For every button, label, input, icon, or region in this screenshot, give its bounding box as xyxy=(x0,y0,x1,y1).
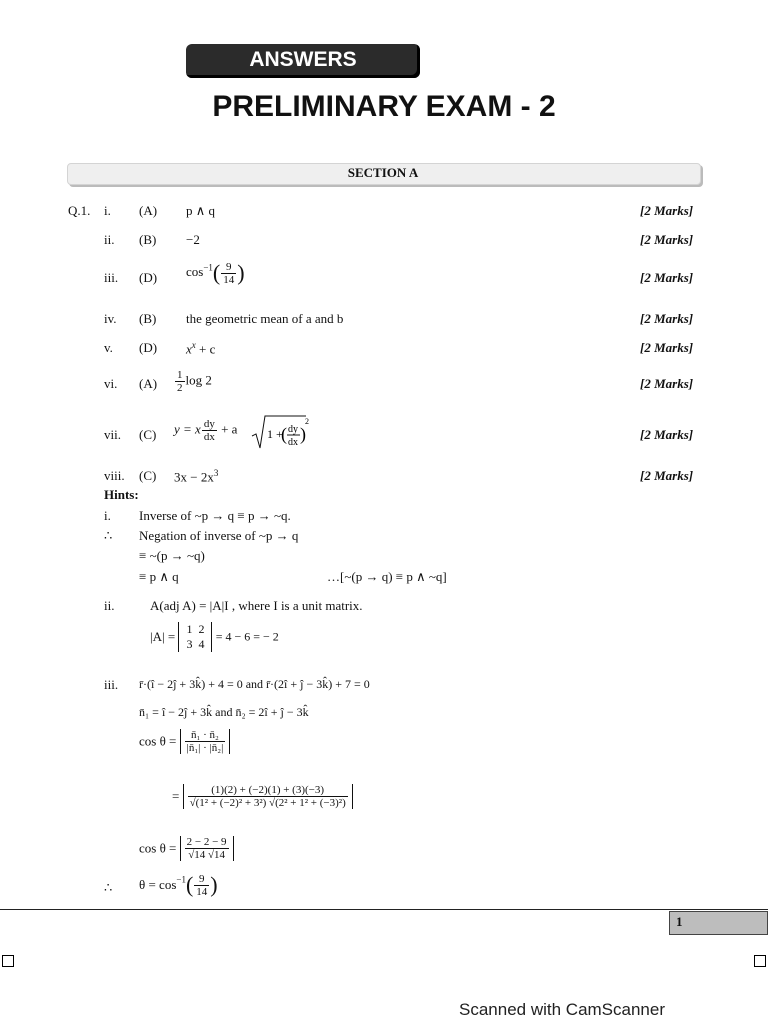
item-marks: [2 Marks] xyxy=(640,270,694,285)
item-answer xyxy=(174,468,218,485)
answer-text: log 2 xyxy=(185,372,212,388)
item-number: ii. xyxy=(104,232,115,247)
fraction-numerator: dy xyxy=(203,418,215,430)
fraction-numerator: 9 xyxy=(194,873,209,886)
item-option: (C) xyxy=(139,427,157,442)
answer-text: + a xyxy=(221,421,238,437)
item-answer: the geometric mean of a and b xyxy=(186,311,344,326)
item-option: (B) xyxy=(139,311,157,326)
result-text: θ = cos xyxy=(139,877,177,892)
item-answer: −2 xyxy=(186,232,200,247)
fraction-denominator: 14 xyxy=(223,273,235,286)
hint-line: Inverse of ~p → q ≡ p → ~q. xyxy=(139,508,291,523)
cos-lhs: cos θ = xyxy=(139,840,177,856)
item-option: (A) xyxy=(139,203,158,218)
answer-text: cos xyxy=(186,263,204,279)
item-answer xyxy=(174,418,237,443)
paren-open: ( xyxy=(281,424,287,444)
hint-line: A(adj A) = |A|I , where I is a unit matrix. xyxy=(150,598,363,613)
answer-superscript: 3 xyxy=(213,468,219,478)
fraction xyxy=(221,261,236,286)
sqrt-expression xyxy=(250,412,310,452)
item-marks: [2 Marks] xyxy=(640,311,694,326)
item-number: vi. xyxy=(104,376,118,391)
item-answer xyxy=(186,260,245,286)
determinant-rhs: = 4 − 6 = − 2 xyxy=(215,629,279,644)
fraction-numerator: 2 − 2 − 9 xyxy=(186,836,227,848)
page-number-box xyxy=(669,911,768,935)
fraction xyxy=(185,729,226,754)
fraction xyxy=(202,418,217,443)
item-marks: [2 Marks] xyxy=(640,427,694,442)
fraction-denominator: √14 √14 xyxy=(188,849,226,861)
cos-expression xyxy=(139,729,230,754)
answer-base: x xyxy=(186,341,192,357)
exponent: 2 xyxy=(305,417,309,426)
section-heading: SECTION A xyxy=(347,165,419,180)
item-number: iii. xyxy=(104,270,119,285)
answer-superscript: −1 xyxy=(203,262,213,273)
item-answer xyxy=(174,369,212,394)
answers-badge: ANSWERS xyxy=(249,48,357,71)
fraction xyxy=(185,836,229,861)
cos-lhs: cos θ = xyxy=(139,733,177,749)
item-option: (A) xyxy=(139,376,158,391)
item-number: vii. xyxy=(104,427,121,442)
answer-superscript: x xyxy=(191,340,196,350)
page-title: PRELIMINARY EXAM - 2 xyxy=(212,90,556,123)
item-number: viii. xyxy=(104,468,125,483)
item-number: i. xyxy=(104,203,111,218)
fraction-numerator: n̄₁ · n̄₂ xyxy=(185,729,226,742)
corner-marker-right xyxy=(754,955,766,967)
page-number: 1 xyxy=(676,914,683,929)
absolute-value xyxy=(180,729,231,754)
matrix-cell: 3 xyxy=(186,637,193,651)
hint-reference: …[~(p → q) ≡ p ∧ ~q] xyxy=(327,569,447,584)
plane-equations: r̄·(î − 2ĵ + 3k̂) + 4 = 0 and r̄·(2î + ĵ − 3k̂) + 7 = 0 xyxy=(139,677,370,691)
item-marks: [2 Marks] xyxy=(640,376,694,391)
cos-expansion xyxy=(172,784,353,809)
matrix-cell: 2 xyxy=(198,622,205,636)
item-number: iv. xyxy=(104,311,117,326)
fraction xyxy=(188,784,348,809)
fraction-denominator: dx xyxy=(288,437,298,448)
corner-marker-left xyxy=(2,955,14,967)
result-superscript: −1 xyxy=(176,874,186,885)
determinant-matrix xyxy=(178,622,212,652)
matrix-cell: 4 xyxy=(198,637,205,651)
answer-text: + c xyxy=(195,341,216,357)
theta-result xyxy=(139,872,218,898)
absolute-value xyxy=(180,836,234,861)
hints-heading: Hints: xyxy=(104,487,139,502)
answer-text: 3x − 2x xyxy=(174,469,214,485)
hint-line: Negation of inverse of ~p → q xyxy=(139,528,299,543)
matrix-cell: 1 xyxy=(186,622,193,636)
item-answer xyxy=(186,340,215,357)
item-option: (C) xyxy=(139,468,157,483)
equals-sign: = xyxy=(172,788,180,804)
fraction-denominator: 14 xyxy=(196,885,208,898)
fraction xyxy=(175,369,185,394)
item-marks: [2 Marks] xyxy=(640,232,694,247)
item-marks: [2 Marks] xyxy=(640,203,694,218)
determinant-lhs: |A| = xyxy=(150,629,176,644)
paren-close: ) xyxy=(210,872,218,897)
item-option: (B) xyxy=(139,232,157,247)
fraction-denominator: 2 xyxy=(177,382,183,394)
hint-number: i. xyxy=(104,508,111,523)
paren-open: ( xyxy=(212,260,221,285)
item-option: (D) xyxy=(139,270,158,285)
one-plus: 1 + xyxy=(267,427,283,441)
item-option: (D) xyxy=(139,340,158,355)
fraction-numerator: dy xyxy=(288,424,298,435)
item-number: v. xyxy=(104,340,113,355)
question-label: Q.1. xyxy=(68,203,91,218)
therefore-symbol: ∴ xyxy=(104,528,113,543)
determinant-expression xyxy=(150,622,279,652)
fraction-numerator: 9 xyxy=(221,261,236,274)
paren-close: ) xyxy=(300,424,306,444)
fraction-denominator: √(1² + (−2)² + 3²) √(2² + 1² + (−3)²) xyxy=(189,797,346,809)
fraction-numerator: (1)(2) + (−2)(1) + (3)(−3) xyxy=(188,784,348,797)
hint-number: iii. xyxy=(104,677,119,692)
hint-line: ≡ ~(p → ~q) xyxy=(139,548,205,563)
therefore-symbol: ∴ xyxy=(104,880,113,895)
fraction xyxy=(194,873,209,898)
paren-close: ) xyxy=(237,260,245,285)
fraction-denominator: dx xyxy=(203,431,215,443)
fraction-numerator: 1 xyxy=(177,369,183,381)
hint-line: ≡ p ∧ q xyxy=(139,569,179,584)
item-marks: [2 Marks] xyxy=(640,340,694,355)
answer-text: y = x xyxy=(174,421,201,437)
hint-number: ii. xyxy=(104,598,115,613)
fraction-denominator: |n̄₁| · |n̄₂| xyxy=(186,742,224,754)
paren-open: ( xyxy=(185,872,194,897)
item-marks: [2 Marks] xyxy=(640,468,694,483)
normal-vectors: n̄₁ = î − 2ĵ + 3k̂ and n̄₂ = 2î + ĵ − 3k̂ xyxy=(139,705,309,719)
footer-divider xyxy=(0,909,768,910)
scanner-watermark: Scanned with CamScanner xyxy=(459,1000,666,1019)
absolute-value xyxy=(183,784,353,809)
item-answer: p ∧ q xyxy=(186,203,216,218)
cos-simplified xyxy=(139,836,234,861)
